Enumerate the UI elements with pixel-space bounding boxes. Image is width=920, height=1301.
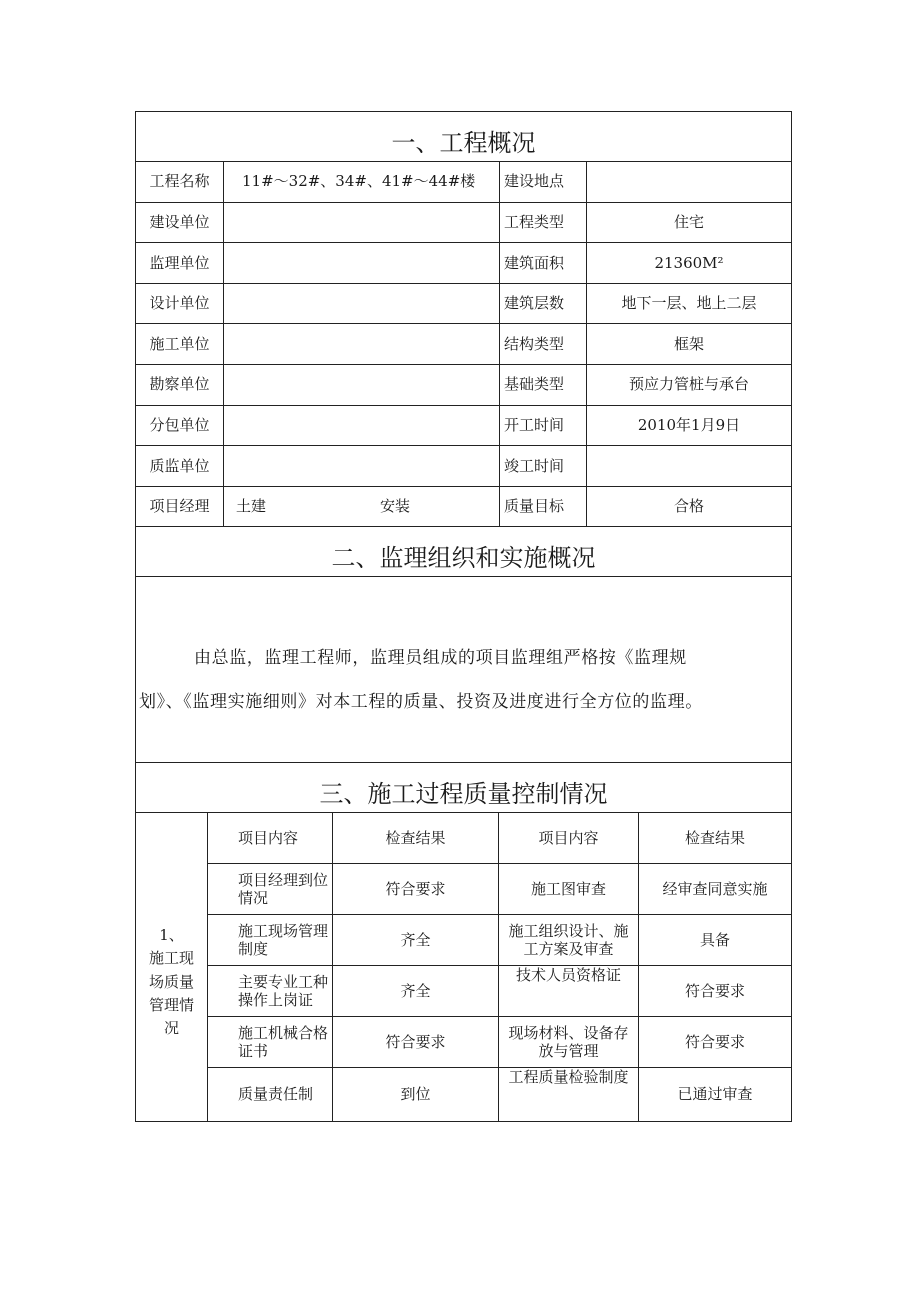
info-value-2: 地下一层、地上二层: [621, 294, 757, 313]
info-row: [136, 284, 791, 325]
info-label: 分包单位: [136, 406, 224, 446]
info-row: [136, 365, 791, 406]
qc-header-result-2: 检查结果: [684, 828, 745, 847]
qc-header-row: [208, 813, 791, 864]
qc-result-2: 已通过审查: [677, 1085, 753, 1104]
info-value: [224, 324, 500, 364]
info-row: [136, 243, 791, 284]
info-label: 建设单位: [136, 203, 224, 243]
qc-result: 齐全: [333, 966, 499, 1016]
info-value-2: 框架: [673, 334, 704, 353]
info-label: 勘察单位: [136, 365, 224, 405]
info-row: [136, 446, 791, 487]
info-value: [224, 284, 500, 324]
group-label: [136, 813, 208, 1121]
section2-title: 二、监理组织和实施概况: [136, 527, 791, 577]
report-table: [135, 111, 792, 1122]
pm-label: 项目经理: [136, 487, 224, 527]
qc-result: 到位: [333, 1068, 499, 1121]
pm-value: [224, 487, 500, 527]
info-value-2: [587, 446, 791, 486]
info-label-2: 建筑面积: [500, 243, 587, 283]
qc-row: [208, 1017, 791, 1068]
qc-item-2: 工程质量检验制度: [499, 1068, 639, 1121]
info-label: 工程名称: [136, 162, 224, 202]
quality-target-label: 质量目标: [500, 487, 587, 527]
qc-item: 项目经理到位情况: [208, 864, 333, 914]
qc-row: [208, 966, 791, 1017]
info-label-2: 工程类型: [500, 203, 587, 243]
qc-row: [208, 864, 791, 915]
qc-result: 符合要求: [333, 864, 499, 914]
info-label: 施工单位: [136, 324, 224, 364]
info-label-2: 开工时间: [500, 406, 587, 446]
group-name: 施工现场质量管理情况: [148, 949, 194, 1038]
group-number: 1、: [159, 926, 184, 945]
info-row: [136, 324, 791, 365]
info-label: 设计单位: [136, 284, 224, 324]
quality-target-value: 合格: [673, 497, 704, 516]
qc-item-2: 技术人员资格证: [499, 966, 639, 1016]
info-row: [136, 406, 791, 447]
info-label-2: 建设地点: [500, 162, 587, 202]
info-value-2: 住宅: [673, 213, 704, 232]
info-label: 质监单位: [136, 446, 224, 486]
qc-item-2: 现场材料、设备存放与管理: [499, 1017, 639, 1067]
info-value: [224, 365, 500, 405]
info-value-2: 21360M²: [654, 253, 724, 272]
qc-result-2: 符合要求: [684, 1032, 745, 1051]
qc-row: [208, 915, 791, 966]
info-row: [136, 162, 791, 203]
supervision-summary: [136, 577, 791, 763]
pm-civil: 土建: [236, 497, 267, 516]
info-value: 11#～32#、34#、41#～44#楼: [224, 162, 500, 202]
project-info-rows: [136, 162, 791, 487]
project-manager-row: [136, 487, 791, 528]
qc-header-result: 检查结果: [333, 813, 499, 863]
quality-control-block: [136, 813, 791, 1122]
info-value: [224, 406, 500, 446]
info-label-2: 建筑层数: [500, 284, 587, 324]
qc-item: 施工现场管理制度: [208, 915, 333, 965]
qc-header-item-2: 项目内容: [499, 813, 639, 863]
qc-header-item: 项目内容: [208, 813, 333, 863]
info-row: [136, 203, 791, 244]
info-value-2: [587, 162, 791, 202]
qc-item-2: 施工图审查: [499, 864, 639, 914]
quality-control-table: [208, 813, 791, 1121]
section1-title: 一、工程概况: [136, 112, 791, 162]
qc-item: 质量责任制: [208, 1068, 333, 1121]
qc-item: 主要专业工种操作上岗证: [208, 966, 333, 1016]
section3-title: 三、施工过程质量控制情况: [136, 763, 791, 813]
report-sheet: [135, 111, 792, 1122]
qc-result-2: 具备: [699, 930, 730, 949]
info-label-2: 竣工时间: [500, 446, 587, 486]
qc-result-2: 符合要求: [684, 981, 745, 1000]
info-label-2: 结构类型: [500, 324, 587, 364]
info-value: [224, 446, 500, 486]
qc-result-2: 经审查同意实施: [662, 879, 768, 898]
qc-result: 齐全: [333, 915, 499, 965]
pm-install: 安装: [380, 497, 411, 516]
summary-line-1: 由总监，监理工程师，监理员组成的项目监理组严格按《监理规: [194, 648, 687, 669]
qc-item: 施工机械合格证书: [208, 1017, 333, 1067]
qc-result: 符合要求: [333, 1017, 499, 1067]
info-value-2: 2010年1月9日: [637, 415, 741, 434]
info-label: 监理单位: [136, 243, 224, 283]
qc-row: [208, 1068, 791, 1121]
info-value-2: 预应力管桩与承台: [628, 375, 749, 394]
qc-item-2: 施工组织设计、施工方案及审查: [499, 915, 639, 965]
summary-line-2: 划》、《监理实施细则》对本工程的质量、投资及进度进行全方位的监理。: [139, 691, 703, 712]
info-value: [224, 203, 500, 243]
info-value: [224, 243, 500, 283]
info-label-2: 基础类型: [500, 365, 587, 405]
